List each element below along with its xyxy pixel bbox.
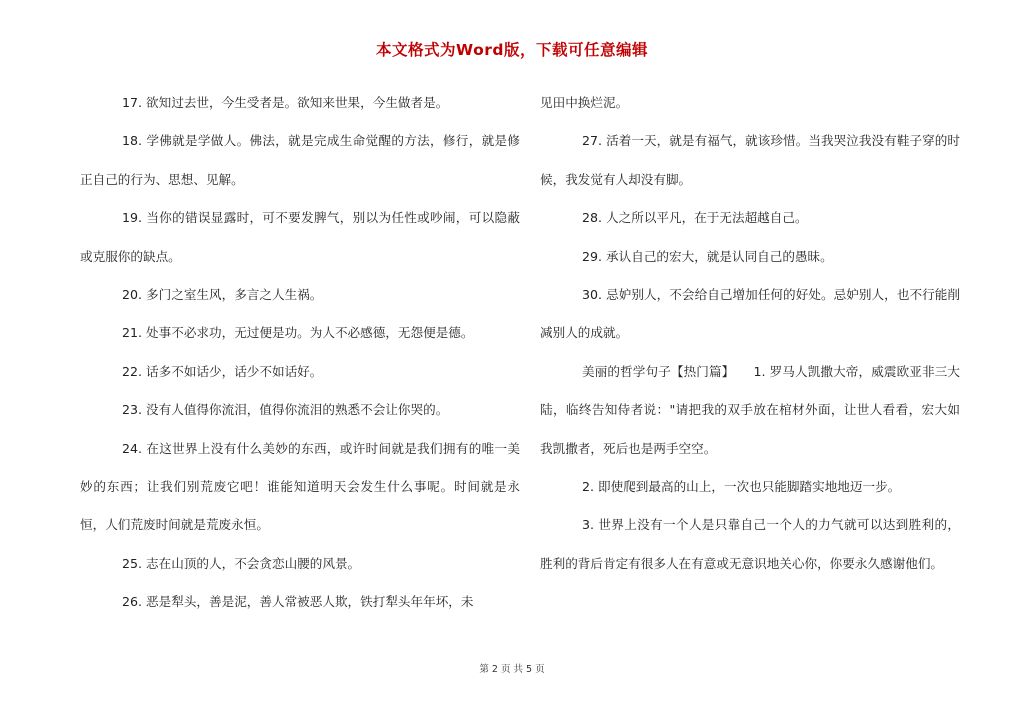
page-number-footer: 第 2 页 共 5 页	[479, 664, 545, 675]
paragraph-28: 28. 人之所以平凡，在于无法超越自己。	[582, 210, 808, 226]
section-heading-paragraph-1: 美丽的哲学句子【热门篇】 1. 罗马人凯撒大帝，威震欧亚非三大陆，临终告知侍者说："请把我的双手放在棺材外面，让世人看看，宏大如我凯撒者，死后也是两手空空。	[540, 363, 960, 456]
paragraph-19: 19. 当你的错误显露时，可不要发脾气，别以为任性或吵闹，可以隐蔽或克服你的缺点。	[80, 210, 520, 264]
paragraph-17: 17. 欲知过去世，今生受者是。欲知来世果，今生做者是。	[122, 95, 449, 110]
paragraph-24: 24. 在这世界上没有什么美妙的东西，或许时间就是我们拥有的唯一美妙的东西；让我们别荒废它吧！谁能知道明天会发生什么事呢。时间就是永恒，人们荒废时间就是荒废永恒。	[80, 440, 520, 533]
right-column	[540, 84, 960, 583]
paragraph-20: 20. 多门之室生风，多言之人生祸。	[122, 287, 323, 303]
paragraph-26: 26. 恶是犁头，善是泥，善人常被恶人欺，铁打犁头年年坏，未	[122, 594, 474, 610]
paragraph-29: 29. 承认自己的宏大，就是认同自己的愚昧。	[582, 248, 833, 264]
paragraph-3: 3. 世界上没有一个人是只靠自己一个人的力气就可以达到胜利的，胜利的背后肯定有很多人在有意或无意识地关心你，你要永久感谢他们。	[540, 517, 960, 571]
paragraph-30: 30. 忌妒别人，不会给自己增加任何的好处。忌妒别人，也不行能削减别人的成就。	[540, 287, 960, 341]
paragraph-2: 2. 即使爬到最高的山上，一次也只能脚踏实地地迈一步。	[582, 479, 901, 495]
paragraph-21: 21. 处事不必求功，无过便是功。为人不必感德，无怨便是德。	[122, 325, 474, 341]
paragraph-27: 27. 活着一天，就是有福气，就该珍惜。当我哭泣我没有鞋子穿的时候，我发觉有人却没有脚。	[540, 133, 960, 187]
paragraph-25: 25. 志在山顶的人，不会贪恋山腰的风景。	[122, 555, 361, 571]
paragraph-26-continuation: 见田中换烂泥。	[540, 95, 629, 110]
paragraph-18: 18. 学佛就是学做人。佛法，就是完成生命觉醒的方法，修行，就是修正自己的行为、思想、见解。	[80, 133, 520, 187]
paragraph-23: 23. 没有人值得你流泪，值得你流泪的熟悉不会让你哭的。	[122, 402, 449, 418]
left-column	[80, 84, 520, 622]
word-format-banner: 本文格式为Word版，下载可任意编辑	[376, 41, 648, 59]
paragraph-22: 22. 话多不如话少，话少不如话好。	[122, 363, 323, 379]
